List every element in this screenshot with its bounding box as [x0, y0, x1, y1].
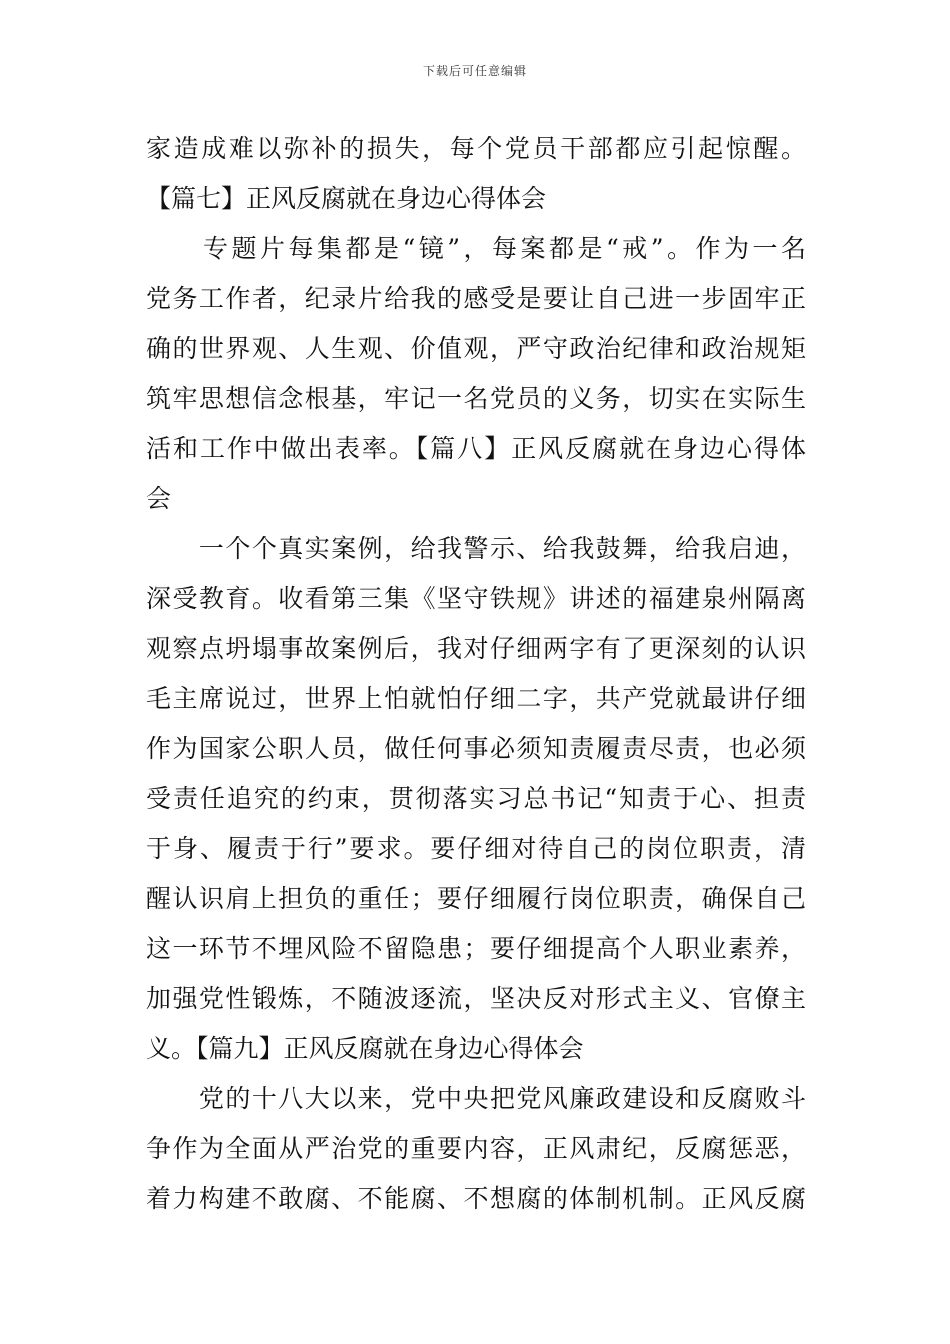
text-line: 受责任追究的约束，贯彻落实习总书记“知责于心、担责: [146, 784, 806, 813]
text-line: 【篇七】正风反腐就在身边心得体会: [146, 184, 547, 213]
text-line: 党务工作者，纪录片给我的感受是要让自己进一步固牢正: [146, 284, 806, 313]
page-header-note: 下载后可任意编辑: [422, 64, 527, 78]
text-line: 观察点坍塌事故案例后，我对仔细两字有了更深刻的认识: [146, 634, 806, 663]
text-line: 于身、履责于行”要求。要仔细对待自己的岗位职责，清: [146, 834, 806, 863]
document-body: [146, 124, 806, 1224]
text-line: 义。【篇九】正风反腐就在身边心得体会: [146, 1034, 584, 1063]
text-line: 毛主席说过，世界上怕就怕仔细二字，共产党就最讲仔细: [146, 684, 806, 713]
text-line: 专题片每集都是“镜”，每案都是“戒”。作为一名: [146, 234, 806, 263]
text-line: 筑牢思想信念根基，牢记一名党员的义务，切实在实际生: [146, 384, 806, 413]
text-line: 作为国家公职人员，做任何事必须知责履责尽责，也必须: [146, 734, 806, 763]
text-line: 会: [146, 484, 172, 513]
text-line: 深受教育。收看第三集《坚守铁规》讲述的福建泉州隔离: [146, 584, 806, 613]
text-line: 着力构建不敢腐、不能腐、不想腐的体制机制。正风反腐: [146, 1184, 806, 1213]
text-line: 党的十八大以来，党中央把党风廉政建设和反腐败斗: [146, 1084, 806, 1113]
text-line: 醒认识肩上担负的重任；要仔细履行岗位职责，确保自己: [146, 884, 806, 913]
text-line: 活和工作中做出表率。【篇八】正风反腐就在身边心得体: [146, 434, 806, 463]
text-line: 争作为全面从严治党的重要内容，正风肃纪，反腐惩恶，: [146, 1134, 806, 1163]
text-line: 这一环节不埋风险不留隐患；要仔细提高个人职业素养，: [146, 934, 806, 963]
text-line: 加强党性锻炼，不随波逐流，坚决反对形式主义、官僚主: [146, 984, 806, 1013]
text-line: 确的世界观、人生观、价值观，严守政治纪律和政治规矩: [146, 334, 806, 363]
text-line: 一个个真实案例，给我警示、给我鼓舞，给我启迪，: [146, 534, 806, 563]
text-line: 家造成难以弥补的损失，每个党员干部都应引起惊醒。: [146, 134, 806, 163]
